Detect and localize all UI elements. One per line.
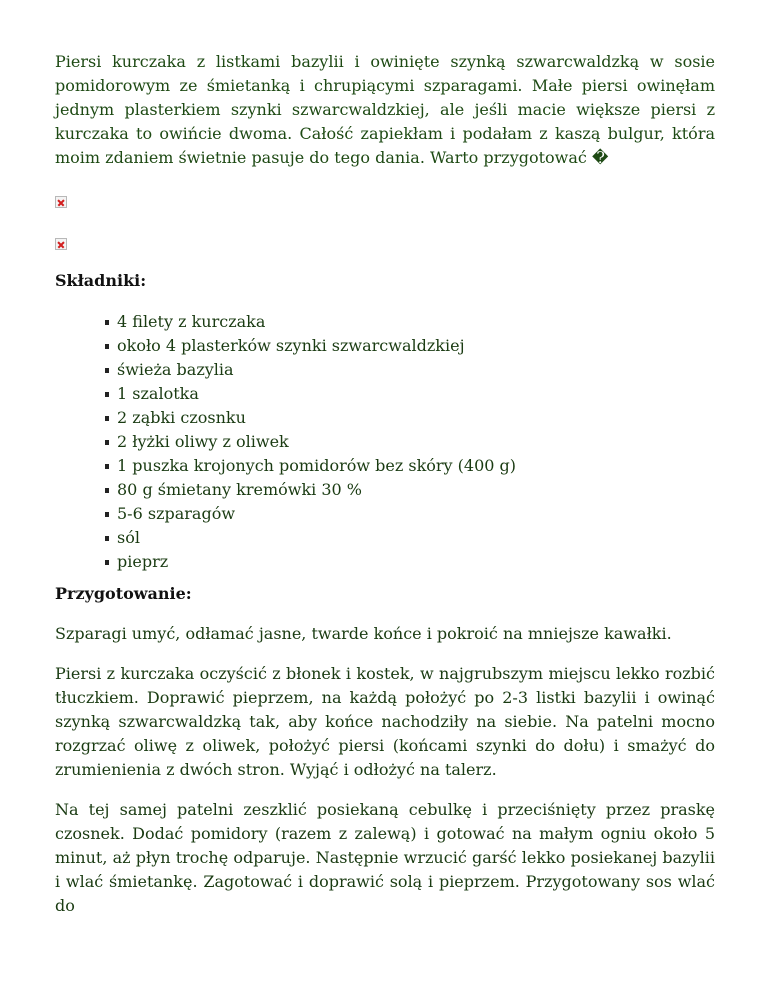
list-item: 1 szalotka [105, 382, 715, 406]
list-item: około 4 plasterków szynki szwarcwaldzkiej [105, 334, 715, 358]
list-item: 5-6 szparagów [105, 502, 715, 526]
intro-paragraph: Piersi kurczaka z listkami bazylii i owinięte szynką szwarcwaldzką w sosie pomidorowym ze śmietanką i chrupiącymi szparagami. Małe piersi owinęłam jednym plasterkiem szynki szwarcwaldzkiej, ale jeśli macie większe piersi z kurczaka to owińcie dwoma. Całość zapiekłam i podałam z kaszą bulgur, która moim zdaniem świetnie pasuje do tego dania. Warto przygotować � [55, 52, 715, 167]
list-item: 4 filety z kurczaka [105, 310, 715, 334]
list-item: 2 łyżki oliwy z oliwek [105, 430, 715, 454]
broken-image-icon [55, 196, 67, 208]
ingredients-heading: Składniki: [55, 271, 147, 290]
list-item: pieprz [105, 550, 715, 574]
list-item: 80 g śmietany kremówki 30 % [105, 478, 715, 502]
list-item: 1 puszka krojonych pomidorów bez skóry (400 g) [105, 454, 715, 478]
list-item: świeża bazylia [105, 358, 715, 382]
preparation-heading: Przygotowanie: [55, 584, 192, 603]
recipe-page [55, 50, 715, 918]
broken-image-icon [55, 238, 67, 250]
preparation-step: Szparagi umyć, odłamać jasne, twarde końce i pokroić na mniejsze kawałki. [55, 624, 672, 643]
ingredients-list [55, 310, 715, 574]
preparation-step: Na tej samej patelni zeszklić posiekaną cebulkę i przeciśnięty przez praskę czosnek. Dodać pomidory (razem z zalewą) i gotować na małym ogniu około 5 minut, aż płyn trochę odparuje. Następnie wrzucić garść lekko posiekanej bazylii i wlać śmietankę. Zagotować i doprawić solą i pieprzem. Przygotowany sos wlać do [55, 800, 715, 915]
list-item: sól [105, 526, 715, 550]
list-item: 2 ząbki czosnku [105, 406, 715, 430]
preparation-step: Piersi z kurczaka oczyścić z błonek i kostek, w najgrubszym miejscu lekko rozbić tłuczkiem. Doprawić pieprzem, na każdą położyć po 2-3 listki bazylii i owinąć szynką szwarcwaldzką tak, aby końce nachodziły na siebie. Na patelni mocno rozgrzać oliwę z oliwek, położyć piersi (końcami szynki do dołu) i smażyć do zrumienienia z dwóch stron. Wyjąć i odłożyć na talerz. [55, 664, 715, 779]
